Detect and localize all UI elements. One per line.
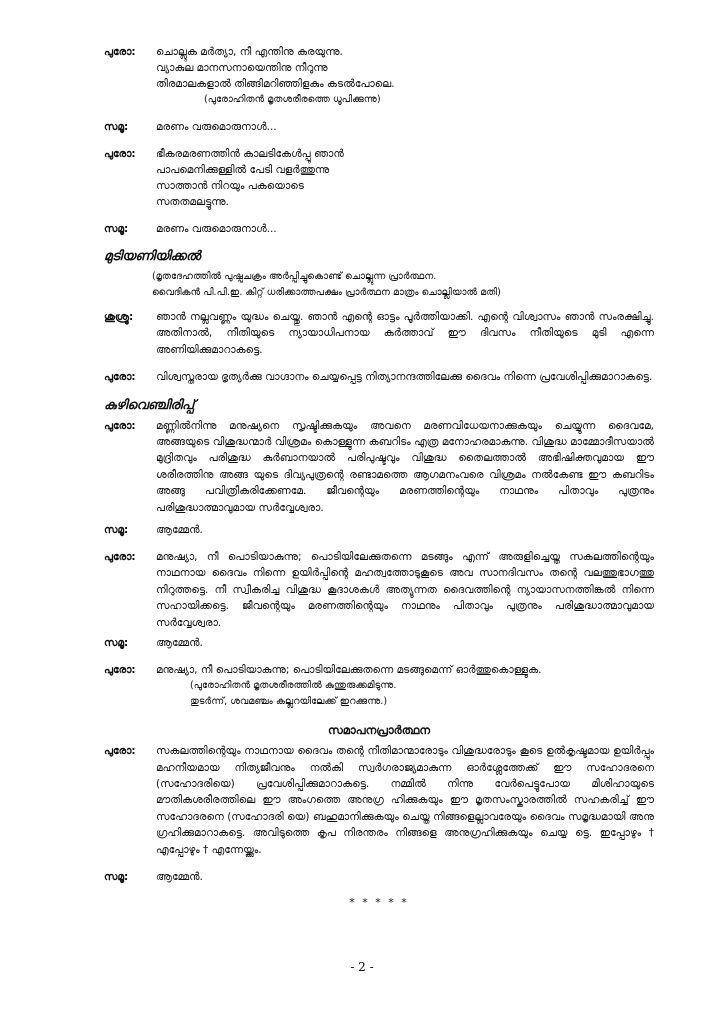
dialogue-entry — [104, 369, 654, 385]
section-heading-grave-blessing: കുഴിവെഞ്ചിരിപ്പ് — [104, 397, 195, 413]
stage-direction: (പുരോഹിതൻ മൃതശരീരത്തെ ധൂപിക്കുന്നു) — [204, 94, 381, 105]
dialogue-entry — [104, 309, 654, 358]
speaker-label: സമൂ: — [104, 121, 129, 133]
verse-line: മരണം വരുമൊരുനാൾ... — [156, 121, 277, 133]
verse-line: തിരമാലകളാൽ തിങ്ങിമറിഞ്ഞിളകും കടൽപോലെ. — [156, 78, 395, 90]
response-line: ആമ്മേൻ. — [156, 637, 203, 650]
speaker-label: സമൂ: — [104, 223, 129, 235]
dialogue-text — [156, 662, 654, 710]
dialogue-text: സകലത്തിന്റെയും നാഥനായ ദൈവം തന്റെ നീതിമാന്മാരോടും വിശുദ്ധരോടും കൂടെ ഉൽകൃഷ്ടമായ ഉയിർപ്പും മഹനീയമായ നിത്യജീവനും നൽകി സ്വർഗരാജ്യമാകുന്ന ഓർശ്ലേത്തേക്ക് ഈ സഹോദരനെ (സഹോദരിയെ) പ്രവേശിപ്പിക്കുമാറാകട്ടെ. നമ്മിൽ നിന്നു വേർപെട്ടുപോയ മിശിഹായുടെ മൗതികശരീരത്തിലെ ഈ അംഗത്തെ അനുഗ്ര ഹിക്കുകയും ഈ മൃതസംസ്കാരത്തിൽ സഹകരിച്ച് ഈ സഹോദരനെ (സഹോദരി യെ) ബഹുമാനിക്കുകയും ചെയ്ത നിങ്ങളെല്ലാവരേയും ദൈവം സമൃദ്ധമായി അനു ഗ്രഹിക്കുമാറാകട്ടെ. അവിടുത്തെ കൃപ നിരന്തരം നിങ്ങളെ അനുഗ്രഹിക്കുകയും ചെയ്യ ട്ടെ. ഇപ്പോഴും † എപ്പോഴും † എന്നേയ്ക്കും. — [156, 745, 654, 856]
dialogue-text — [156, 869, 654, 885]
dialogue-entry — [104, 44, 654, 108]
dialogue-text: വിശ്വസ്തരായ ഭൃത്യർക്കു വാഗ്ദാനം ചെയ്യപ്പെട്ട നിത്യാനന്ദത്തിലേക്കു ദൈവം നിന്നെ പ്രവേശിപ്പിക്കുമാറാകട്ടെ. — [156, 371, 653, 384]
speaker-label: പുരോ: — [104, 551, 136, 564]
verse-line: വ്യാകുല മാനസനായെന്തിനു നീറുന്നു — [156, 62, 328, 74]
stage-direction: വൈദികൻ പി.പി.ഇ. കിറ്റ് ധരിക്കാത്തപക്ഷം പ്രാർത്ഥന മാത്രം ചൊല്ലിയാൽ മതി) — [152, 287, 501, 298]
speaker-label: സമൂ: — [104, 870, 129, 883]
speaker-label: പുരോ: — [104, 46, 136, 58]
dialogue-entry — [104, 146, 654, 210]
dialogue-entry — [104, 635, 654, 651]
dialogue-entry — [104, 662, 654, 710]
dialogue-text — [156, 635, 654, 651]
verse-line: സാത്താൻ നിറയും പകയൊടെ — [156, 180, 304, 192]
verse-line: മരണം വരുമൊരുനാൾ... — [156, 223, 277, 235]
stage-direction: (മൃതദേഹത്തിൽ പുഷ്പചക്രം അർപ്പിച്ചുകൊണ്ട് ചൊല്ലുന്ന പ്രാർത്ഥന. — [152, 271, 437, 282]
speaker-label: പുരോ: — [104, 745, 136, 758]
speaker-label: പുരോ: — [104, 148, 136, 160]
stage-direction: (പുരോഹിതൻ മൃതശരീരത്തിൽ കുന്തുരുക്കമിടുന്നു. — [190, 680, 397, 692]
stage-direction-block — [104, 269, 654, 301]
dialogue-text — [156, 44, 654, 108]
dialogue-entry — [104, 119, 654, 135]
section-heading-concluding-prayer: സമാപനപ്രാർത്ഥന — [327, 723, 431, 738]
dialogue-entry — [104, 743, 654, 858]
dialogue-text: മണ്ണിൽനിന്നു മനുഷ്യനെ സൃഷ്ടിക്കുകയും അവനെ മരണവിധേയനാക്കുകയും ചെയ്യുന്ന ദൈവമേ, അങ്ങയുടെ വിശുദ്ധന്മാർ വിശ്രമം കൊള്ളുന്ന കബറിടം എത്ര മനോഹരമാകുന്നു. വിശുദ്ധ മാമ്മോദീസയാൽ മുദ്രിതവും പരിശുദ്ധ കുർബാനയാൽ പരിപുഷ്ടവും വിശുദ്ധ തൈലത്താൽ അഭിഷിക്തവുമായ ഈ ശരീരത്തിനു അങ്ങ യുടെ ദിവ്യപുത്രന്റെ രണ്ടാമത്തെ ആഗമനംവരെ വിശ്രമം നൽകേണ്ട ഈ കബറിടം അങ്ങു പവിത്രീകരിക്കേണമേ. ജീവന്റെയും മരണത്തിന്റെയും നാഥനും പിതാവും പുത്രനും പരിശുദ്ധാത്മാവുമായ സർവ്വേശ്വരാ. — [156, 419, 654, 514]
speaker-label: സമൂ: — [104, 637, 129, 650]
response-line: ആമ്മേൻ. — [156, 524, 203, 537]
section-heading-crowning: മുടിയണിയിക്കൽ — [104, 249, 201, 264]
dialogue-text — [156, 146, 654, 210]
dialogue-entry — [104, 869, 654, 885]
response-line: ആമ്മേൻ. — [156, 870, 203, 883]
speaker-label: പുരോ: — [104, 371, 136, 384]
verse-line: സതതമലട്ടുന്നു. — [156, 196, 229, 208]
speaker-label: സമൂ: — [104, 524, 129, 537]
speaker-label: ശുശ്രൂ: — [104, 311, 134, 323]
dialogue-text: ഞാൻ നല്ലവണ്ണം യുദ്ധം ചെയ്തു. ഞാൻ എന്റെ ഓട്ടം പൂർത്തിയാക്കി. എന്റെ വിശ്വാസം ഞാൻ സംരക്ഷിച്ചു. അതിനാൽ, നീതിയുടെ ന്യായാധിപനായ കർത്താവ് ഈ ദിവസം നീതിയുടെ മുടി എന്നെ അണിയിക്കുമാറാകട്ടെ. — [156, 311, 654, 356]
verse-line: ചൊല്ലുക മർത്യാ, നീ എന്തിനു കരയുന്നു. — [156, 46, 343, 58]
section-separator: * * * * * — [349, 895, 409, 909]
dialogue-text — [156, 119, 654, 135]
verse-line: ഭീകരമരണത്തിൻ കാലടികേൾപ്പൂ ഞാൻ — [156, 148, 344, 160]
dialogue-text — [156, 221, 654, 237]
dialogue-text: മനുഷ്യാ, നീ പൊടിയാകുന്നു; പൊടിയിലേക്കുതന്നെ മടങ്ങും എന്ന് അരുളിച്ചെയ്ത സകലത്തിന്റെയും നാഥനായ ദൈവം നിന്നെ ഉയിർപ്പിന്റെ മഹത്വത്തോടുകൂടെ അവ സാനദിവസം തന്റെ വലത്തുഭാഗത്തു നിറുത്തട്ടെ. നീ സ്വീകരിച്ച വിശുദ്ധ കൂദാശകൾ അത്യുന്നത ദൈവത്തിന്റെ ന്യായാസനത്തിങ്കൽ നിന്നെ സഹായിക്കട്ടെ. ജീവന്റെയും മരണത്തിന്റെയും നാഥനും പിതാവും പുത്രനും പരിശുദ്ധാത്മാവുമായ സർവ്വേശ്വരാ. — [156, 551, 654, 629]
verse-line: മനുഷ്യാ, നീ പൊടിയാകുന്നു; പൊടിയിലേക്കുതന്നെ മടങ്ങുമെന്ന് ഓർത്തുകൊള്ളുക. — [156, 664, 542, 677]
dialogue-entry — [104, 549, 654, 631]
speaker-label: പുരോ: — [104, 664, 136, 677]
dialogue-entry — [104, 221, 654, 237]
dialogue-entry — [104, 418, 654, 516]
speaker-label: പുരോ: — [104, 419, 136, 432]
page-number: - 2 - — [350, 960, 374, 974]
stage-direction: തുടർന്ന്, ശവമഞ്ചം കല്ലറയിലേക്ക് ഇറക്കുന്നു.) — [190, 696, 388, 708]
dialogue-entry — [104, 522, 654, 538]
verse-line: പാപമെനിക്കുള്ളിൽ പേടി വളർത്തുന്നു — [156, 164, 330, 176]
dialogue-text — [156, 522, 654, 538]
